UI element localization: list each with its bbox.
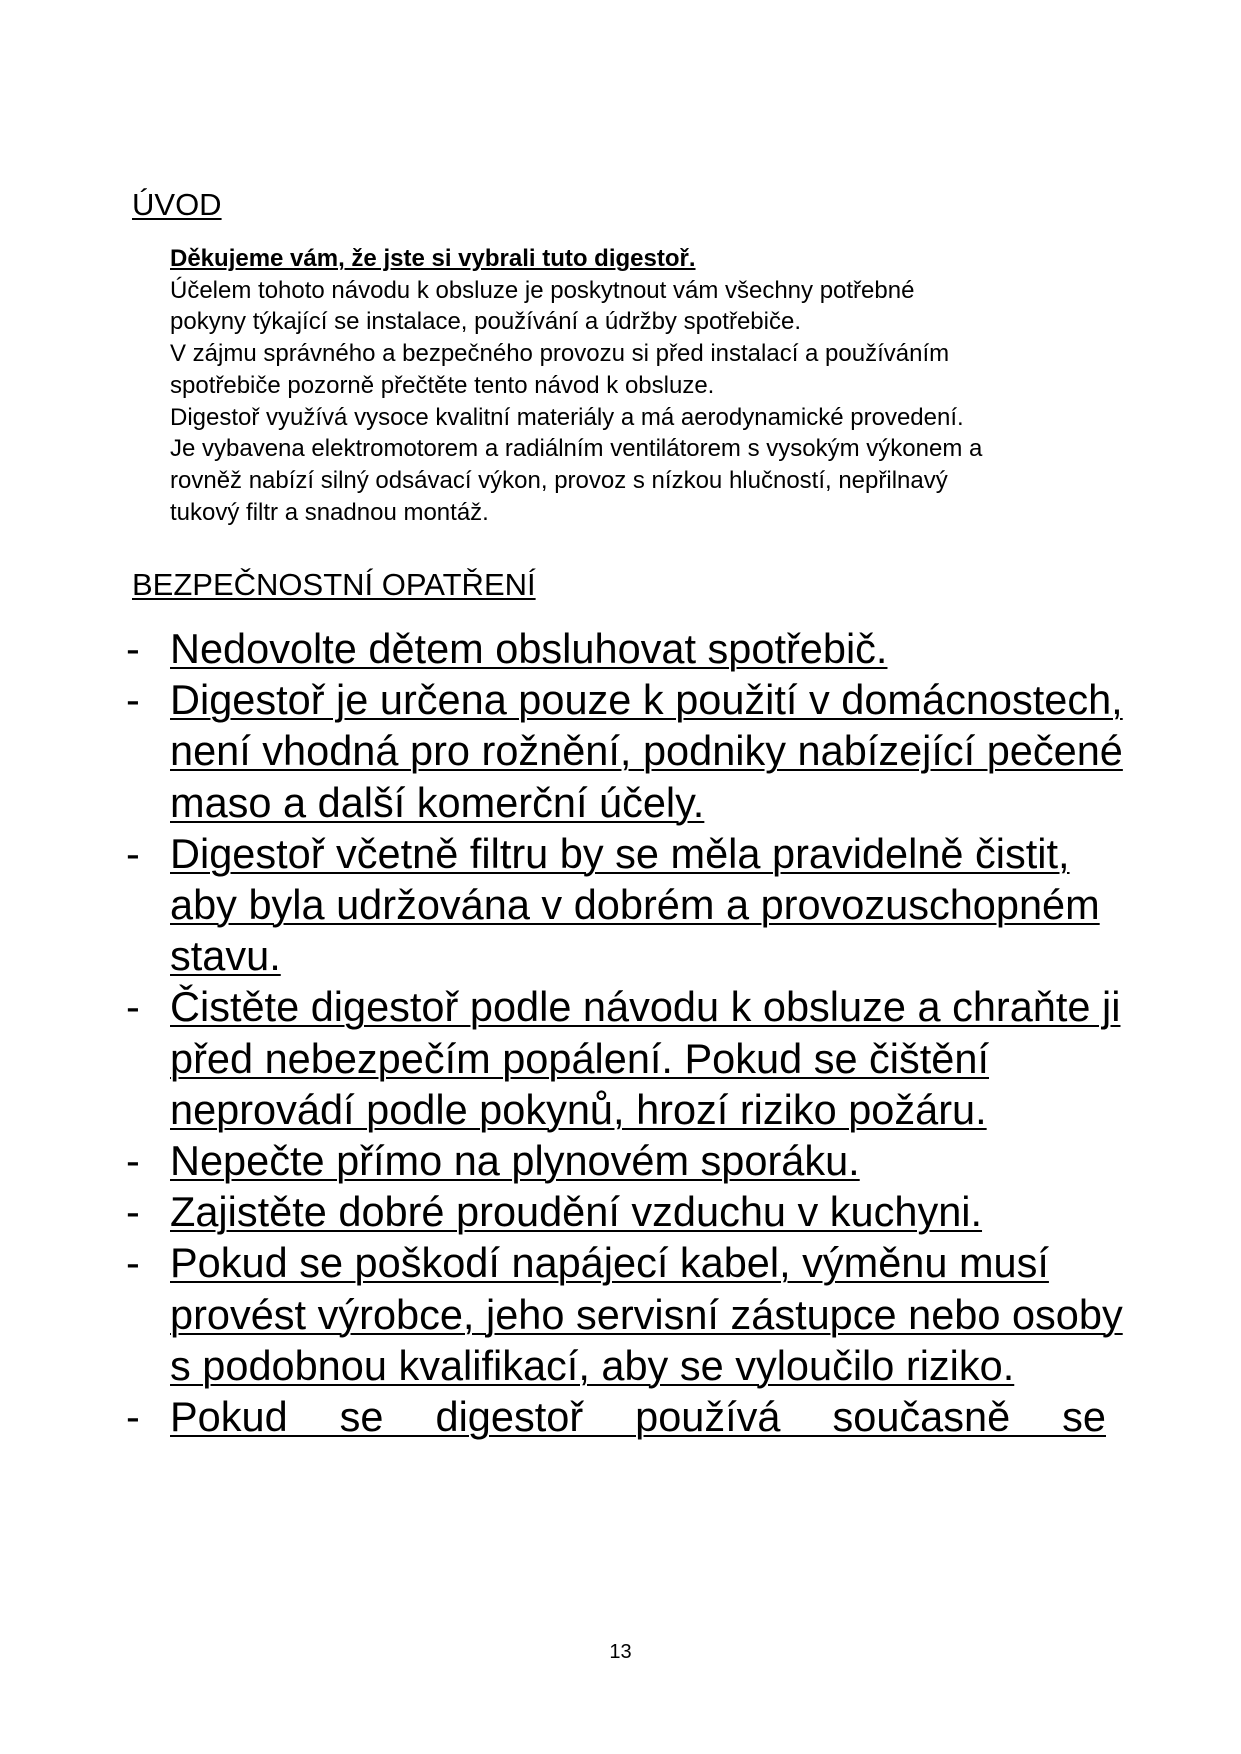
intro-line: Účelem tohoto návodu k obsluze je poskytnout vám všechny potřebné: [170, 276, 915, 304]
safety-item: [124, 1135, 1124, 1186]
bullet-dash: -: [126, 1393, 140, 1441]
safety-item-text: Digestoř je určena pouze k použití v domácnostech, není vhodná pro rožnění, podniky nabízející pečené maso a další komerční účely.: [170, 676, 1123, 826]
intro-section: [170, 243, 1130, 528]
bullet-dash: -: [126, 1239, 140, 1287]
intro-line: rovněž nabízí silný odsávací výkon, provoz s nízkou hlučností, nepřilnavý: [170, 466, 948, 494]
safety-item-text: Zajistěte dobré proudění vzduchu v kuchyni.: [170, 1188, 983, 1236]
section-heading-intro: ÚVOD: [132, 187, 222, 222]
intro-line: Je vybavena elektromotorem a radiálním ventilátorem s vysokým výkonem a: [170, 435, 983, 463]
safety-list: [124, 623, 1124, 1442]
page-number: 13: [609, 1641, 632, 1663]
section-heading-safety: BEZPEČNOSTNÍ OPATŘENÍ: [132, 567, 536, 602]
intro-title: Děkujeme vám, že jste si vybrali tuto digestoř.: [170, 245, 696, 272]
bullet-dash: -: [126, 1137, 140, 1185]
bullet-dash: -: [126, 676, 140, 724]
bullet-dash: -: [126, 829, 140, 877]
intro-line: tukový filtr a snadnou montáž.: [170, 498, 489, 526]
bullet-dash: -: [126, 625, 140, 672]
safety-item-text: Nedovolte dětem obsluhovat spotřebič.: [170, 625, 888, 672]
safety-item: [124, 623, 1124, 674]
safety-item-text: Digestoř včetně filtru by se měla pravidelně čistit, aby byla udržována v dobrém a provozuschopném stavu.: [170, 829, 1100, 980]
safety-item: [124, 1237, 1124, 1391]
safety-item-text: Nepečte přímo na plynovém sporáku.: [170, 1137, 860, 1185]
safety-item-text: Pokud se poškodí napájecí kabel, výměnu musí provést výrobce, jeho servisní zástupce nebo osoby s podobnou kvalifikací, aby se vyloučilo riziko.: [170, 1239, 1123, 1389]
intro-line: spotřebiče pozorně přečtěte tento návod k obsluze.: [170, 371, 715, 399]
safety-item-text: Čistěte digestoř podle návodu k obsluze a chraňte ji před nebezpečím popálení. Pokud se čištění neprovádí podle pokynů, hrozí riziko požáru.: [170, 983, 1121, 1133]
intro-line: pokyny týkající se instalace, používání a údržby spotřebiče.: [170, 308, 801, 336]
safety-item: [124, 981, 1124, 1135]
safety-item: [124, 674, 1124, 828]
safety-item-text: Pokud se digestoř používá současně se: [170, 1393, 1106, 1441]
bullet-dash: -: [126, 983, 140, 1031]
safety-item: [124, 828, 1124, 982]
bullet-dash: -: [126, 1188, 140, 1236]
safety-item: [124, 1186, 1124, 1237]
safety-item: [124, 1391, 1124, 1442]
intro-line: Digestoř využívá vysoce kvalitní materiály a má aerodynamické provedení.: [170, 403, 964, 431]
intro-line: V zájmu správného a bezpečného provozu si před instalací a používáním: [170, 340, 950, 368]
